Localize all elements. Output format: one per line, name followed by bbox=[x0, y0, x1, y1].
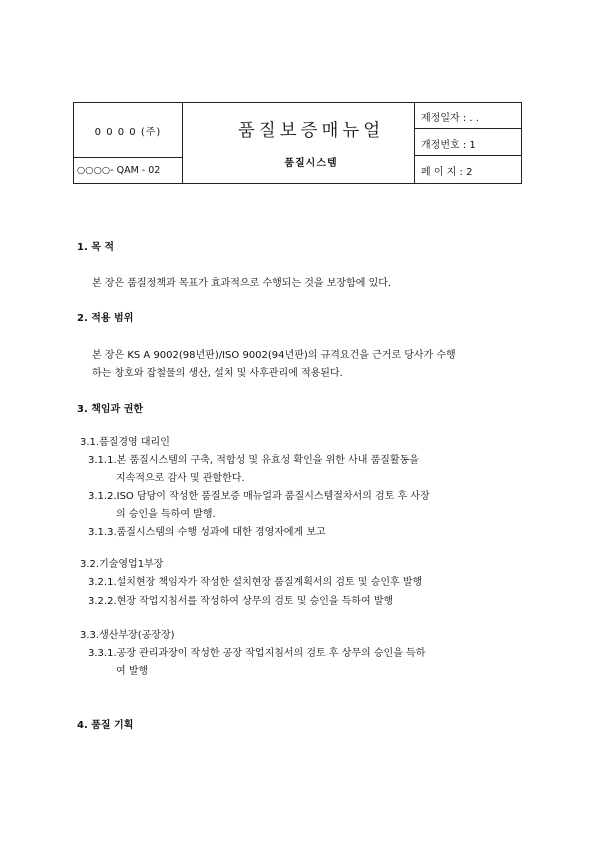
item-3-1-1-line-1: 3.1.1.본 품질시스템의 구축, 적합성 및 유효성 확인을 위한 사내 품질활동을 bbox=[88, 455, 419, 466]
section-1-paragraph: 본 장은 품질정책과 목표가 효과적으로 수행되는 것을 보장함에 있다. bbox=[92, 278, 392, 289]
company-name: 0 0 0 0 (주) bbox=[94, 127, 162, 138]
section-2-heading: 2. 적용 범위 bbox=[77, 313, 134, 324]
item-3-1-3: 3.1.3.품질시스템의 수행 성과에 대한 경영자에게 보고 bbox=[88, 527, 326, 538]
section-4-heading: 4. 품질 기획 bbox=[77, 720, 134, 731]
subsection-3-2-heading: 3.2.기술영업1부장 bbox=[80, 559, 164, 570]
item-3-3-1-line-1: 3.3.1.공장 관리과장이 작성한 공장 작업지침서의 검토 후 상무의 승인을 득하 bbox=[88, 648, 426, 659]
section-3-heading: 3. 책임과 권한 bbox=[77, 404, 144, 415]
document-code: ○○○○- QAM - 02 bbox=[77, 165, 161, 176]
item-3-1-2-line-1: 3.1.2.ISO 담당이 작성한 품질보증 매뉴얼과 품질시스템절차서의 검토 후 사장 bbox=[88, 491, 430, 502]
item-3-2-2: 3.2.2.현장 작업지침서를 작성하여 상무의 검토 및 승인을 득하여 발행 bbox=[88, 596, 394, 607]
revision-number: 개정번호 : 1 bbox=[421, 140, 476, 151]
section-2-paragraph-line-1: 본 장은 KS A 9002(98년판)/ISO 9002(94년판)의 규격요건을 근거로 당사가 수행 bbox=[92, 350, 456, 361]
subsection-3-1-heading: 3.1.품질경영 대리인 bbox=[80, 437, 170, 448]
section-1-heading: 1. 목 적 bbox=[77, 242, 115, 253]
header-divider-left bbox=[182, 103, 183, 183]
page-number: 페 이 지 : 2 bbox=[421, 167, 473, 178]
header-right-rule-2 bbox=[414, 155, 521, 156]
section-2-paragraph-line-2: 하는 창호와 잡철물의 생산, 설치 및 사후관리에 적용된다. bbox=[92, 368, 343, 379]
header-divider-right bbox=[414, 103, 415, 183]
item-3-3-1-line-2: 여 발행 bbox=[116, 666, 149, 677]
item-3-2-1: 3.2.1.설치현장 책임자가 작성한 설치현장 품질계획서의 검토 및 승인후 발행 bbox=[88, 577, 423, 588]
item-3-1-1-line-2: 지속적으로 감사 및 관할한다. bbox=[116, 473, 245, 484]
manual-subtitle: 품질시스템 bbox=[284, 158, 338, 169]
document-header-table bbox=[73, 102, 522, 184]
enact-date: 제정일자 : . . bbox=[421, 113, 479, 124]
header-right-rule-1 bbox=[414, 128, 521, 129]
header-left-rule bbox=[74, 157, 182, 158]
item-3-1-2-line-2: 의 승인을 득하여 발행. bbox=[116, 509, 216, 520]
subsection-3-3-heading: 3.3.생산부장(공장장) bbox=[80, 630, 175, 641]
manual-title: 품질보증매뉴얼 bbox=[237, 121, 385, 141]
